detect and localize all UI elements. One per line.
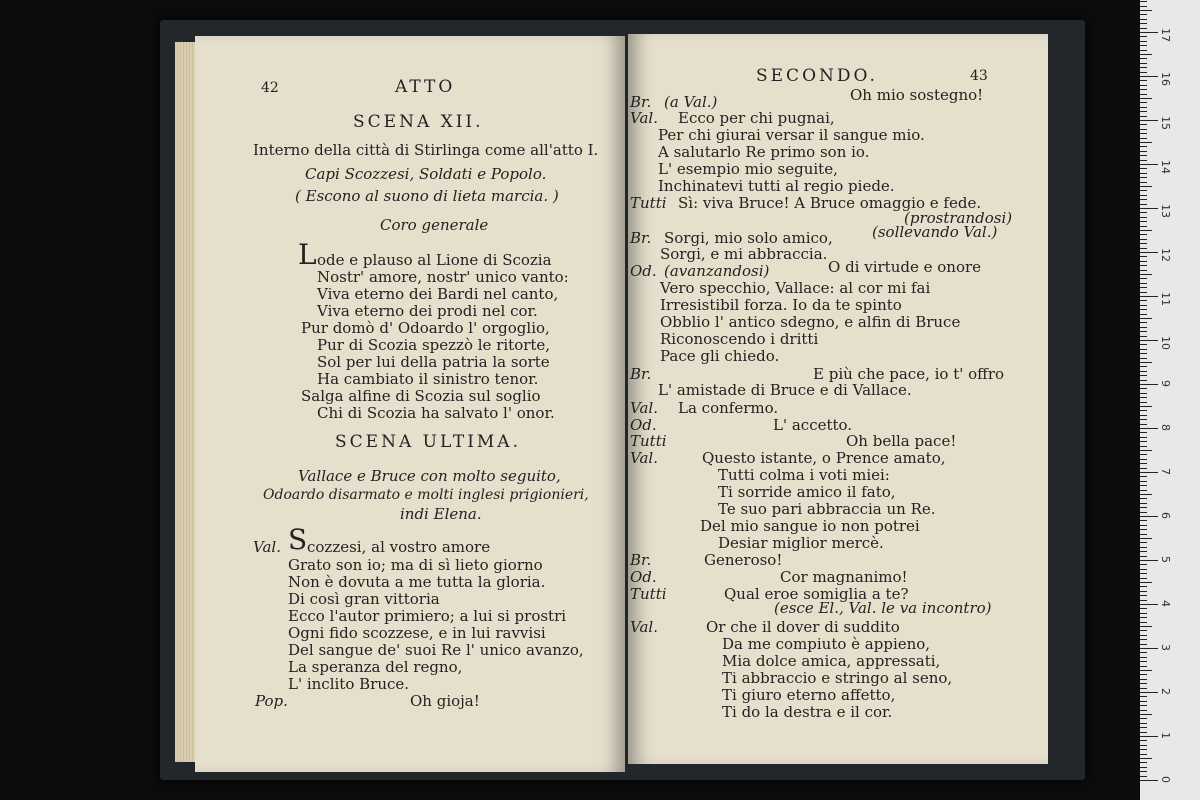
verse-line: Oh mio sostegno! <box>850 86 984 104</box>
ruler-tick <box>1140 432 1147 433</box>
ruler-tick <box>1140 300 1147 301</box>
ruler-tick <box>1140 582 1152 583</box>
speaker-label: Br. <box>630 365 652 383</box>
ruler-tick <box>1140 340 1158 341</box>
ruler-tick <box>1140 270 1147 271</box>
ruler-tick <box>1140 76 1158 77</box>
verse-line: Viva eterno dei prodi nel cor. <box>317 302 538 320</box>
verse-line: L' accetto. <box>773 416 853 434</box>
ruler-tick <box>1140 538 1152 539</box>
ruler-tick <box>1140 226 1147 227</box>
speaker-label: Val. <box>630 618 658 636</box>
verse-line: Ecco per chi pugnai, <box>678 109 835 127</box>
verse-line: Viva eterno dei Bardi nel canto, <box>317 285 559 303</box>
ruler-number: 17 <box>1159 28 1172 42</box>
speaker-label: Val. <box>630 109 658 127</box>
ruler-tick <box>1140 138 1147 139</box>
ruler-tick <box>1140 635 1147 636</box>
ruler-number: 5 <box>1159 556 1172 563</box>
ruler-tick <box>1140 767 1147 768</box>
ruler-tick <box>1140 608 1147 609</box>
ruler-tick <box>1140 292 1147 293</box>
ruler-tick <box>1140 98 1152 99</box>
verse-line: Sol per lui della patria la sorte <box>317 353 550 371</box>
running-head-left: ATTO <box>395 77 456 97</box>
speaker-label: Br. <box>630 551 652 569</box>
verse-line: Non è dovuta a me tutta la gloria. <box>288 573 546 591</box>
ruler-tick <box>1140 199 1147 200</box>
ruler-tick <box>1140 1 1147 2</box>
val-drop-initial: S <box>288 523 308 556</box>
ruler-tick <box>1140 72 1147 73</box>
ruler-tick <box>1140 454 1147 455</box>
ruler-tick <box>1140 428 1158 429</box>
verse-line: Del sangue de' suoi Re l' unico avanzo, <box>288 641 584 659</box>
verse-line: O di virtude e onore <box>828 258 982 276</box>
ruler-tick <box>1140 67 1147 68</box>
ruler-tick <box>1140 41 1147 42</box>
ruler-tick <box>1140 349 1147 350</box>
ruler-tick <box>1140 402 1147 403</box>
ruler-tick <box>1140 322 1147 323</box>
ruler-tick <box>1140 595 1147 596</box>
verse-line: Pur domò d' Odoardo l' orgoglio, <box>301 319 550 337</box>
ruler-tick <box>1140 14 1147 15</box>
ruler-tick <box>1140 217 1147 218</box>
ruler-number: 3 <box>1159 644 1172 651</box>
ruler-tick <box>1140 287 1147 288</box>
ruler-tick <box>1140 644 1147 645</box>
verse-line: Questo istante, o Prence amato, <box>702 449 946 467</box>
speaker-label: Br. <box>630 229 652 247</box>
ruler-tick <box>1140 336 1147 337</box>
verse-line: L' amistade di Bruce e di Vallace. <box>658 381 912 399</box>
ruler-tick <box>1140 534 1147 535</box>
ruler-tick <box>1140 85 1147 86</box>
ruler-tick <box>1140 410 1147 411</box>
ruler-tick <box>1140 415 1147 416</box>
ruler-tick <box>1140 221 1147 222</box>
speaker-label: Pop. <box>255 692 288 710</box>
verse-line: Di così gran vittoria <box>288 590 440 608</box>
ruler-tick <box>1140 243 1147 244</box>
verse-line: (esce El., Val. le va incontro) <box>774 599 992 617</box>
ruler-tick <box>1140 314 1147 315</box>
ruler-tick <box>1140 186 1152 187</box>
ruler-tick <box>1140 679 1147 680</box>
verse-line: (sollevando Val.) <box>872 223 998 241</box>
page-number-left: 42 <box>261 80 279 96</box>
verse-line: Nostr' amore, nostr' unico vanto: <box>317 268 569 286</box>
verse-line: Ti abbraccio e stringo al seno, <box>722 669 953 687</box>
ruler-tick <box>1140 362 1152 363</box>
ruler-tick <box>1140 397 1147 398</box>
ruler-tick <box>1140 45 1147 46</box>
scene-characters: Capi Scozzesi, Soldati e Popolo. <box>305 165 547 183</box>
verse-line: Pur di Scozia spezzò le ritorte, <box>317 336 551 354</box>
ruler-tick <box>1140 626 1152 627</box>
ruler-number: 8 <box>1159 424 1172 431</box>
verse-line: Obblio l' antico sdegno, e alfin di Bruce <box>660 313 961 331</box>
ruler-tick <box>1140 441 1147 442</box>
ruler-tick <box>1140 265 1147 266</box>
ruler-tick <box>1140 142 1152 143</box>
ruler-tick <box>1140 600 1147 601</box>
verse-line: (a Val.) <box>664 93 718 111</box>
ruler-number: 6 <box>1159 512 1172 519</box>
chorus-heading: Coro generale <box>380 216 489 234</box>
ruler-tick <box>1140 476 1147 477</box>
ruler-tick <box>1140 80 1147 81</box>
ruler-tick <box>1140 28 1147 29</box>
ruler-tick <box>1140 749 1147 750</box>
verse-line: Pace gli chiedo. <box>660 347 780 365</box>
verse-line: Del mio sangue io non potrei <box>700 517 920 535</box>
ruler-tick <box>1140 622 1147 623</box>
ruler-tick <box>1140 437 1147 438</box>
ruler-tick <box>1140 173 1147 174</box>
ruler-tick <box>1140 670 1152 671</box>
verse-line: Vero specchio, Vallace: al cor mi fai <box>660 279 931 297</box>
ruler-tick <box>1140 274 1152 275</box>
ruler-tick <box>1140 58 1147 59</box>
ruler-tick <box>1140 732 1147 733</box>
ruler-tick <box>1140 613 1147 614</box>
ruler-tick <box>1140 278 1147 279</box>
final-characters-line: Odoardo disarmato e molti inglesi prigionieri, <box>263 487 589 503</box>
ruler-tick <box>1140 239 1147 240</box>
ruler-tick <box>1140 459 1147 460</box>
ruler-tick <box>1140 701 1147 702</box>
verse-line: Sorgi, mio solo amico, <box>664 229 833 247</box>
ruler-tick <box>1140 516 1158 517</box>
speaker-label: Od. <box>630 416 657 434</box>
verse-line: Ha cambiato il sinistro tenor. <box>317 370 539 388</box>
ruler-tick <box>1140 248 1147 249</box>
ruler-tick <box>1140 591 1147 592</box>
ruler-tick <box>1140 283 1147 284</box>
ruler-tick <box>1140 406 1152 407</box>
ruler-tick <box>1140 10 1152 11</box>
verse-line: Da me compiuto è appieno, <box>722 635 931 653</box>
ruler-tick <box>1140 468 1147 469</box>
ruler-tick <box>1140 305 1147 306</box>
ruler-tick <box>1140 375 1147 376</box>
verse-line: Riconoscendo i dritti <box>660 330 819 348</box>
ruler-tick <box>1140 182 1147 183</box>
verse-line: Oh bella pace! <box>846 432 957 450</box>
ruler-tick <box>1140 331 1147 332</box>
ruler-tick <box>1140 256 1147 257</box>
ruler-tick <box>1140 498 1147 499</box>
ruler-tick <box>1140 120 1158 121</box>
ruler-tick <box>1140 296 1158 297</box>
ruler-tick <box>1140 168 1147 169</box>
scene-setting: Interno della città di Stirlinga come all'atto I. <box>253 141 599 159</box>
ruler-tick <box>1140 556 1147 557</box>
verse-line: Sorgi, e mi abbraccia. <box>660 245 828 263</box>
ruler-tick <box>1140 424 1147 425</box>
ruler-tick <box>1140 586 1147 587</box>
ruler-number: 1 <box>1159 732 1172 739</box>
ruler-tick <box>1140 718 1147 719</box>
ruler-tick <box>1140 261 1147 262</box>
ruler-tick <box>1140 111 1147 112</box>
ruler-tick <box>1140 666 1147 667</box>
ruler-tick <box>1140 36 1147 37</box>
ruler-tick <box>1140 754 1147 755</box>
ruler-tick <box>1140 463 1147 464</box>
ruler-tick <box>1140 630 1147 631</box>
ruler-tick <box>1140 723 1147 724</box>
ruler-tick <box>1140 393 1147 394</box>
ruler-tick <box>1140 190 1147 191</box>
ruler-tick <box>1140 547 1147 548</box>
ruler-tick <box>1140 657 1147 658</box>
ruler-tick <box>1140 94 1147 95</box>
verse-line: Desiar miglior mercè. <box>718 534 884 552</box>
verse-line: Per chi giurai versar il sangue mio. <box>658 126 925 144</box>
verse-line: L' esempio mio seguite, <box>658 160 838 178</box>
final-characters-line: Vallace e Bruce con molto seguito, <box>298 467 561 485</box>
verse-line: Ti do la destra e il cor. <box>722 703 893 721</box>
final-scene-title: SCENA ULTIMA. <box>335 432 521 452</box>
ruler-tick <box>1140 107 1147 108</box>
ruler-number: 7 <box>1159 468 1172 475</box>
ruler-tick <box>1140 164 1158 165</box>
ruler-tick <box>1140 54 1152 55</box>
verse-line: ode e plauso al Lione di Scozia <box>317 251 552 269</box>
ruler-tick <box>1140 212 1147 213</box>
verse-line: Salga alfine di Scozia sul soglio <box>301 387 541 405</box>
speaker-label: Val. <box>630 399 658 417</box>
ruler-number: 13 <box>1159 204 1172 218</box>
speaker-label: Val. <box>630 449 658 467</box>
ruler-tick <box>1140 569 1147 570</box>
verse-line: Tutti colma i voti miei: <box>718 466 890 484</box>
ruler-tick <box>1140 617 1147 618</box>
ruler-tick <box>1140 683 1147 684</box>
ruler-tick <box>1140 234 1147 235</box>
ruler-number: 15 <box>1159 116 1172 130</box>
ruler-tick <box>1140 160 1147 161</box>
verse-line: Irresistibil forza. Io da te spinto <box>660 296 902 314</box>
ruler-tick <box>1140 688 1147 689</box>
ruler-tick <box>1140 639 1147 640</box>
verse-line: Qual eroe somiglia a te? <box>724 585 909 603</box>
ruler-tick <box>1140 520 1147 521</box>
ruler-tick <box>1140 604 1158 605</box>
page-edges <box>175 42 197 762</box>
ruler-tick <box>1140 481 1147 482</box>
ruler-tick <box>1140 446 1147 447</box>
ruler-tick <box>1140 485 1147 486</box>
ruler-number: 16 <box>1159 72 1172 86</box>
ruler-tick <box>1140 745 1147 746</box>
ruler-tick <box>1140 758 1152 759</box>
final-characters-line: indi Elena. <box>400 505 482 523</box>
ruler-tick <box>1140 146 1147 147</box>
ruler-tick <box>1140 490 1147 491</box>
ruler-tick <box>1140 507 1147 508</box>
ruler-tick <box>1140 177 1147 178</box>
ruler-tick <box>1140 327 1147 328</box>
ruler-tick <box>1140 710 1147 711</box>
verse-line: cozzesi, al vostro amore <box>307 538 491 556</box>
ruler-tick <box>1140 714 1152 715</box>
verse-line: (prostrandosi) <box>904 209 1013 227</box>
ruler-tick <box>1140 116 1147 117</box>
speaker-label: Tutti <box>630 585 667 603</box>
ruler-tick <box>1140 208 1158 209</box>
verse-line: La confermo. <box>678 399 779 417</box>
ruler-tick <box>1140 133 1147 134</box>
verse-line: Ti sorride amico il fato, <box>718 483 896 501</box>
ruler-tick <box>1140 371 1147 372</box>
ruler-tick <box>1140 573 1147 574</box>
ruler-tick <box>1140 696 1147 697</box>
verse-line: A salutarlo Re primo son io. <box>658 143 870 161</box>
verse-line: Or che il dover di suddito <box>706 618 900 636</box>
ruler-tick <box>1140 50 1147 51</box>
ruler-number: 11 <box>1159 292 1172 306</box>
ruler-tick <box>1140 529 1147 530</box>
verse-line: La speranza del regno, <box>288 658 463 676</box>
verse-line: Cor magnanimo! <box>780 568 908 586</box>
ruler-tick <box>1140 564 1147 565</box>
ruler-tick <box>1140 578 1147 579</box>
right-page <box>628 34 1048 764</box>
verse-line: (avanzandosi) <box>664 262 770 280</box>
verse-line: Oh gioja! <box>410 692 480 710</box>
speaker-label: Od. <box>630 568 657 586</box>
ruler-tick <box>1140 124 1147 125</box>
ruler-tick <box>1140 542 1147 543</box>
speaker-label: Od. <box>630 262 657 280</box>
ruler-tick <box>1140 388 1147 389</box>
verse-line: L' inclito Bruce. <box>288 675 410 693</box>
left-page <box>195 36 625 772</box>
ruler-number: 9 <box>1159 380 1172 387</box>
speaker-label: Br. <box>630 93 652 111</box>
ruler-tick <box>1140 740 1147 741</box>
ruler-number: 2 <box>1159 688 1172 695</box>
ruler-tick <box>1140 776 1147 777</box>
ruler-tick <box>1140 309 1147 310</box>
ruler-tick <box>1140 32 1158 33</box>
ruler-tick <box>1140 727 1147 728</box>
ruler-tick <box>1140 318 1152 319</box>
ruler-tick <box>1140 89 1147 90</box>
verse-line: Ecco l'autor primiero; a lui si prostri <box>288 607 567 625</box>
ruler-tick <box>1140 358 1147 359</box>
ruler-tick <box>1140 661 1147 662</box>
verse-line: Generoso! <box>704 551 783 569</box>
ruler-number: 0 <box>1159 776 1172 783</box>
ruler-tick <box>1140 450 1152 451</box>
ruler-tick <box>1140 771 1147 772</box>
ruler-tick <box>1140 252 1158 253</box>
ruler-tick <box>1140 6 1147 7</box>
ruler-tick <box>1140 705 1147 706</box>
ruler-number: 10 <box>1159 336 1172 350</box>
ruler-tick <box>1140 23 1147 24</box>
chorus-drop-initial: L <box>298 238 317 271</box>
ruler-tick <box>1140 344 1147 345</box>
ruler-tick <box>1140 366 1147 367</box>
ruler-tick <box>1140 63 1147 64</box>
ruler-tick <box>1140 204 1147 205</box>
verse-line: Ti giuro eterno affetto, <box>722 686 896 704</box>
ruler-tick <box>1140 384 1158 385</box>
ruler-number: 14 <box>1159 160 1172 174</box>
ruler-tick <box>1140 652 1147 653</box>
ruler-tick <box>1140 674 1147 675</box>
speaker-label: Val. <box>253 538 281 556</box>
ruler-tick <box>1140 353 1147 354</box>
scene-title: SCENA XII. <box>353 112 484 132</box>
ruler-tick <box>1140 525 1147 526</box>
verse-line: Te suo pari abbraccia un Re. <box>718 500 936 518</box>
ruler-tick <box>1140 648 1158 649</box>
ruler-tick <box>1140 151 1147 152</box>
ruler-tick <box>1140 736 1158 737</box>
ruler-tick <box>1140 692 1158 693</box>
verse-line: Ogni fido scozzese, e in lui ravvisi <box>288 624 546 642</box>
ruler-tick <box>1140 472 1158 473</box>
ruler-tick <box>1140 19 1147 20</box>
ruler-number: 4 <box>1159 600 1172 607</box>
verse-line: Sì: viva Bruce! A Bruce omaggio e fede. <box>678 194 982 212</box>
stage-direction: ( Escono al suono di lieta marcia. ) <box>295 187 559 205</box>
verse-line: Mia dolce amica, appressati, <box>722 652 941 670</box>
speaker-label: Tutti <box>630 432 667 450</box>
measuring-ruler <box>1140 0 1200 800</box>
ruler-tick <box>1140 155 1147 156</box>
ruler-number: 12 <box>1159 248 1172 262</box>
verse-line: Chi di Scozia ha salvato l' onor. <box>317 404 555 422</box>
ruler-tick <box>1140 102 1147 103</box>
ruler-tick <box>1140 560 1158 561</box>
ruler-tick <box>1140 551 1147 552</box>
running-head-right: SECONDO. <box>756 66 878 86</box>
speaker-label: Tutti <box>630 194 667 212</box>
ruler-tick <box>1140 380 1147 381</box>
verse-line: Grato son io; ma di sì lieto giorno <box>288 556 543 574</box>
page-number-right: 43 <box>970 68 988 84</box>
ruler-tick <box>1140 494 1152 495</box>
ruler-tick <box>1140 512 1147 513</box>
ruler-tick <box>1140 419 1147 420</box>
verse-line: E più che pace, io t' offro <box>813 365 1005 383</box>
ruler-tick <box>1140 780 1158 781</box>
verse-line: Inchinatevi tutti al regio piede. <box>658 177 895 195</box>
ruler-tick <box>1140 503 1147 504</box>
ruler-tick <box>1140 762 1147 763</box>
ruler-tick <box>1140 230 1152 231</box>
ruler-tick <box>1140 195 1147 196</box>
ruler-tick <box>1140 129 1147 130</box>
